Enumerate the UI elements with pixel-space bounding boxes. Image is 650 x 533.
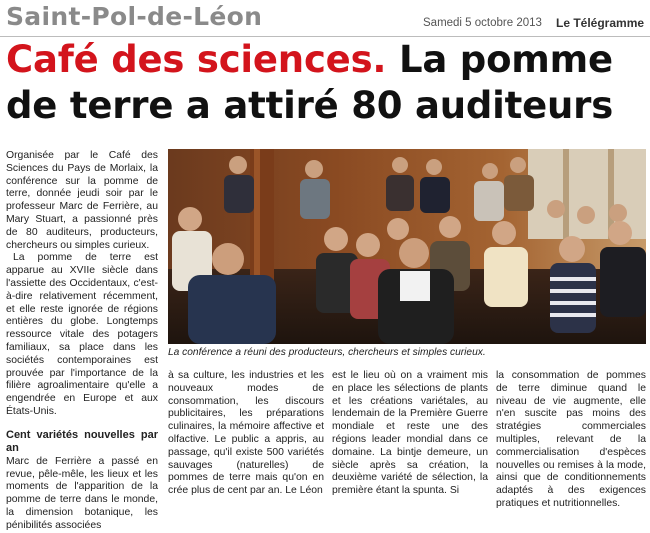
issue-date: Samedi 5 octobre 2013 xyxy=(423,17,542,29)
article-column-4 xyxy=(496,370,646,511)
article-column-2 xyxy=(168,370,324,498)
article-column-1 xyxy=(6,150,158,533)
section-subhead: Cent variétés nouvelles par an xyxy=(6,428,158,454)
body-paragraph: à sa culture, les industries et les nouveaux modes de consommation, les discours publicitaires, les préparations culinaires, la mémoire affective et olfactive. Le public a appris, au passage, qu'il existe 500 variétés sauvages (naturelles) de pommes de terre mais qu'on en crée plus de cent par an. Le Léon xyxy=(168,370,324,497)
headline-kicker: Café des sciences. xyxy=(6,38,387,81)
intro-paragraph: Organisée par le Café des Sciences du Pays de Morlaix, la conférence sur la pomme de terre, donnée jeudi soir par le professeur Marc de Ferrière, au Mary Stuart, a passionné près de 80 auditeurs, producteurs, chercheurs ou simples curieux. xyxy=(6,150,158,251)
article-column-3 xyxy=(332,370,488,498)
body-paragraph: la consommation de pommes de terre diminue quand le niveau de vie augmente, elle n'en suscite pas moins des stratégies commerciales multiples, relevant de la commercialisation d'espèces nouvelles ou remises à la mode, ainsi que de conditionnements adaptés à des exigences pratiques et nutritionnelles. xyxy=(496,370,646,509)
conference-photo xyxy=(168,149,646,344)
body-paragraph: La pomme de terre est apparue au XVIIe siècle dans l'assiette des Occidentaux, c'est-à-dire relativement récemment, et elle reste ignorée de régions entières du globe. Longtemps ressource vitale des potagers familiaux, sa place dans les sociétés contemporaines est prouvée par l'importance de la filière agroalimentaire qu'elle a engendrée en Europe et aux États-Unis. xyxy=(6,252,158,417)
article-headline xyxy=(6,37,646,129)
body-paragraph: est le lieu où on a vraiment mis en place les sélections de plants et les créations variétales, au lendemain de la Première Guerre mondiale et reste une des régions leader mondial dans ce domaine. La bintje demeure, un siècle après sa création, la deuxième variété de sélection, la première étant la spunta. Si xyxy=(332,370,488,497)
newspaper-name: Le Télégramme xyxy=(556,16,645,30)
headline-line2: de terre a attiré 80 auditeurs xyxy=(6,84,614,127)
section-town-name: Saint-Pol-de-Léon xyxy=(6,2,263,31)
page-header xyxy=(0,0,650,40)
headline-line1: La pomme xyxy=(398,38,613,81)
body-paragraph: Marc de Ferrière a passé en revue, pêle-mêle, les lieux et les moments de l'apparition de la pomme de terre dans le monde, la dimension botanique, les pénibilités associées xyxy=(6,455,158,531)
photo-caption: La conférence a réuni des producteurs, chercheurs et simples curieux. xyxy=(168,347,486,358)
